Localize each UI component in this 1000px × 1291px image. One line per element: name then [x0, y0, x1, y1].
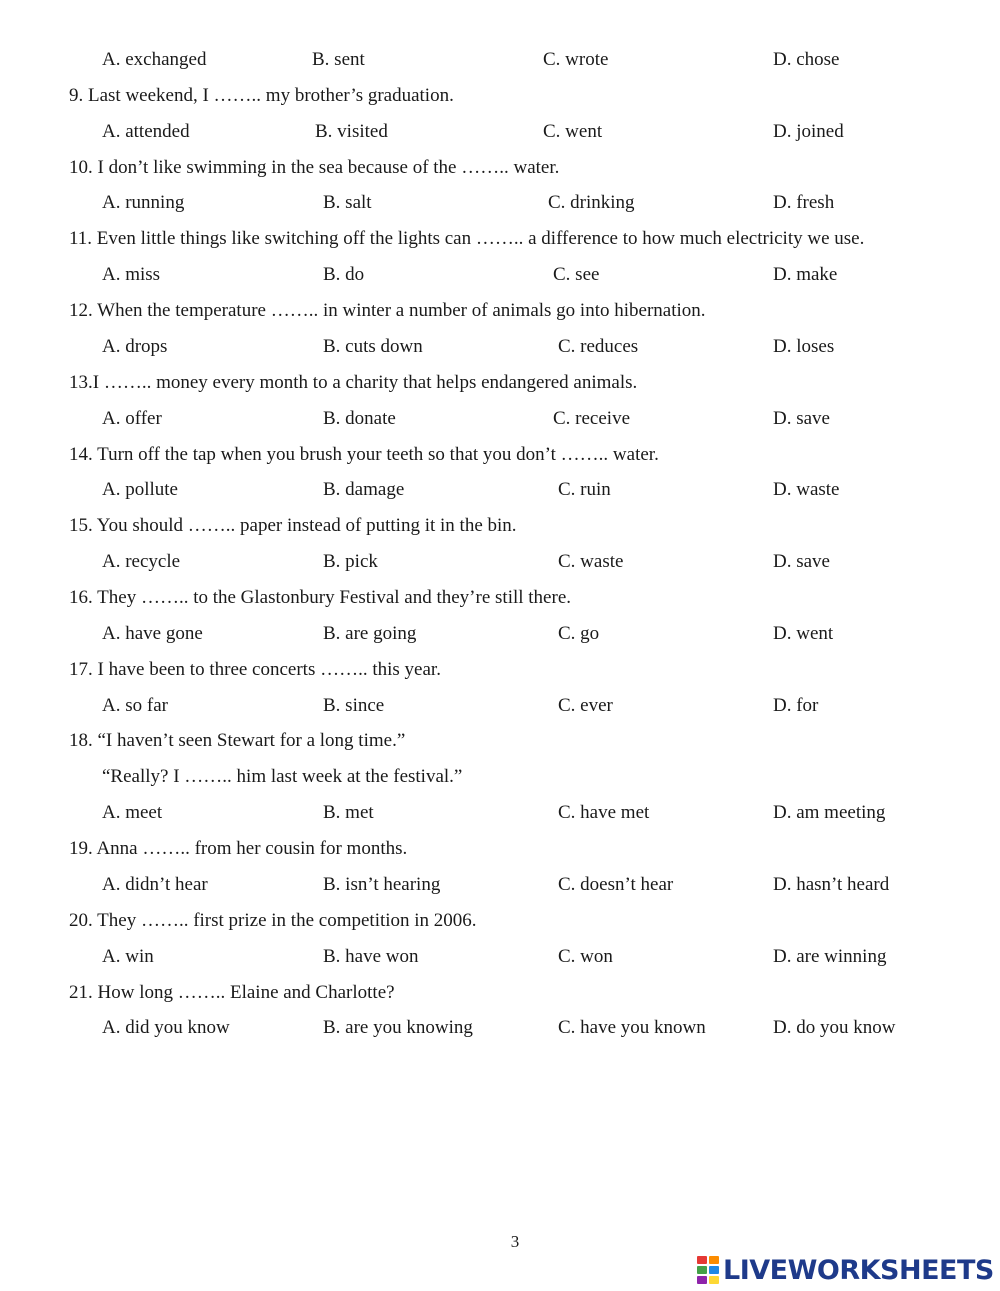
- question-14-stem: 14. Turn off the tap when you brush your teeth so that you don’t …….. water.: [69, 444, 659, 465]
- q11-option-d[interactable]: D. make: [773, 264, 838, 285]
- q8-option-b[interactable]: B. sent: [312, 49, 365, 70]
- liveworksheets-logo[interactable]: [697, 1255, 994, 1285]
- q10-option-b[interactable]: B. salt: [323, 192, 372, 213]
- logo-block: [709, 1266, 719, 1274]
- question-11-stem: 11. Even little things like switching off the lights can …….. a difference to how much electricity we use.: [69, 228, 865, 249]
- question-16-stem: 16. They …….. to the Glastonbury Festival and they’re still there.: [69, 587, 571, 608]
- question-19-stem: 19. Anna …….. from her cousin for months.: [69, 838, 408, 859]
- q20-option-a[interactable]: A. win: [102, 946, 154, 967]
- q19-option-b[interactable]: B. isn’t hearing: [323, 874, 441, 895]
- q16-option-c[interactable]: C. go: [558, 623, 600, 644]
- question-13-stem: 13.I …….. money every month to a charity that helps endangered animals.: [69, 372, 638, 393]
- q20-option-d[interactable]: D. are winning: [773, 946, 887, 967]
- q13-option-b[interactable]: B. donate: [323, 408, 396, 429]
- q20-option-c[interactable]: C. won: [558, 946, 613, 967]
- q19-option-d[interactable]: D. hasn’t heard: [773, 874, 890, 895]
- q17-option-a[interactable]: A. so far: [102, 695, 168, 716]
- q10-option-d[interactable]: D. fresh: [773, 192, 835, 213]
- q14-option-a[interactable]: A. pollute: [102, 479, 178, 500]
- q15-option-d[interactable]: D. save: [773, 551, 830, 572]
- q11-option-a[interactable]: A. miss: [102, 264, 161, 285]
- logo-block: [697, 1256, 707, 1264]
- q18-option-c[interactable]: C. have met: [558, 802, 650, 823]
- q16-option-a[interactable]: A. have gone: [102, 623, 203, 644]
- q15-option-a[interactable]: A. recycle: [102, 551, 181, 572]
- q18-option-d[interactable]: D. am meeting: [773, 802, 886, 823]
- q12-option-d[interactable]: D. loses: [773, 336, 835, 357]
- q9-option-c[interactable]: C. went: [543, 121, 603, 142]
- q8-option-d[interactable]: D. chose: [773, 49, 840, 70]
- q13-option-d[interactable]: D. save: [773, 408, 830, 429]
- q16-option-b[interactable]: B. are going: [323, 623, 417, 644]
- q12-option-b[interactable]: B. cuts down: [323, 336, 423, 357]
- page-number: 3: [510, 1232, 520, 1251]
- question-12-stem: 12. When the temperature …….. in winter a number of animals go into hibernation.: [69, 300, 706, 321]
- q15-option-b[interactable]: B. pick: [323, 551, 378, 572]
- q20-option-b[interactable]: B. have won: [323, 946, 419, 967]
- question-10-stem: 10. I don’t like swimming in the sea because of the …….. water.: [69, 157, 560, 178]
- q18-option-a[interactable]: A. meet: [102, 802, 163, 823]
- q21-option-c[interactable]: C. have you known: [558, 1017, 706, 1038]
- q11-option-b[interactable]: B. do: [323, 264, 365, 285]
- q10-option-c[interactable]: C. drinking: [548, 192, 635, 213]
- q13-option-c[interactable]: C. receive: [553, 408, 631, 429]
- question-9-stem: 9. Last weekend, I …….. my brother’s graduation.: [69, 85, 454, 106]
- logo-blocks-icon: [697, 1256, 721, 1284]
- brand-text: LIVEWORKSHEETS: [723, 1254, 994, 1286]
- q14-option-b[interactable]: B. damage: [323, 479, 405, 500]
- question-18-stem: 18. “I haven’t seen Stewart for a long time.”: [69, 730, 406, 751]
- q11-option-c[interactable]: C. see: [553, 264, 600, 285]
- q21-option-a[interactable]: A. did you know: [102, 1017, 230, 1038]
- q21-option-d[interactable]: D. do you know: [773, 1017, 896, 1038]
- question-21-stem: 21. How long …….. Elaine and Charlotte?: [69, 982, 395, 1003]
- q19-option-c[interactable]: C. doesn’t hear: [558, 874, 674, 895]
- question-15-stem: 15. You should …….. paper instead of putting it in the bin.: [69, 515, 517, 536]
- q17-option-c[interactable]: C. ever: [558, 695, 613, 716]
- q14-option-c[interactable]: C. ruin: [558, 479, 611, 500]
- q12-option-c[interactable]: C. reduces: [558, 336, 639, 357]
- q14-option-d[interactable]: D. waste: [773, 479, 840, 500]
- q18-option-b[interactable]: B. met: [323, 802, 374, 823]
- q19-option-a[interactable]: A. didn’t hear: [102, 874, 208, 895]
- logo-block: [709, 1276, 719, 1284]
- logo-block: [709, 1256, 719, 1264]
- q12-option-a[interactable]: A. drops: [102, 336, 168, 357]
- logo-block: [697, 1276, 707, 1284]
- q9-option-d[interactable]: D. joined: [773, 121, 844, 142]
- question-18-stem-reply: “Really? I …….. him last week at the festival.”: [102, 766, 463, 787]
- q9-option-b[interactable]: B. visited: [315, 121, 388, 142]
- q15-option-c[interactable]: C. waste: [558, 551, 624, 572]
- q21-option-b[interactable]: B. are you knowing: [323, 1017, 473, 1038]
- q8-option-a[interactable]: A. exchanged: [102, 49, 207, 70]
- q17-option-b[interactable]: B. since: [323, 695, 385, 716]
- question-17-stem: 17. I have been to three concerts …….. this year.: [69, 659, 441, 680]
- q10-option-a[interactable]: A. running: [102, 192, 185, 213]
- q17-option-d[interactable]: D. for: [773, 695, 819, 716]
- question-20-stem: 20. They …….. first prize in the competition in 2006.: [69, 910, 477, 931]
- q9-option-a[interactable]: A. attended: [102, 121, 190, 142]
- q16-option-d[interactable]: D. went: [773, 623, 834, 644]
- q8-option-c[interactable]: C. wrote: [543, 49, 609, 70]
- q13-option-a[interactable]: A. offer: [102, 408, 162, 429]
- logo-block: [697, 1266, 707, 1274]
